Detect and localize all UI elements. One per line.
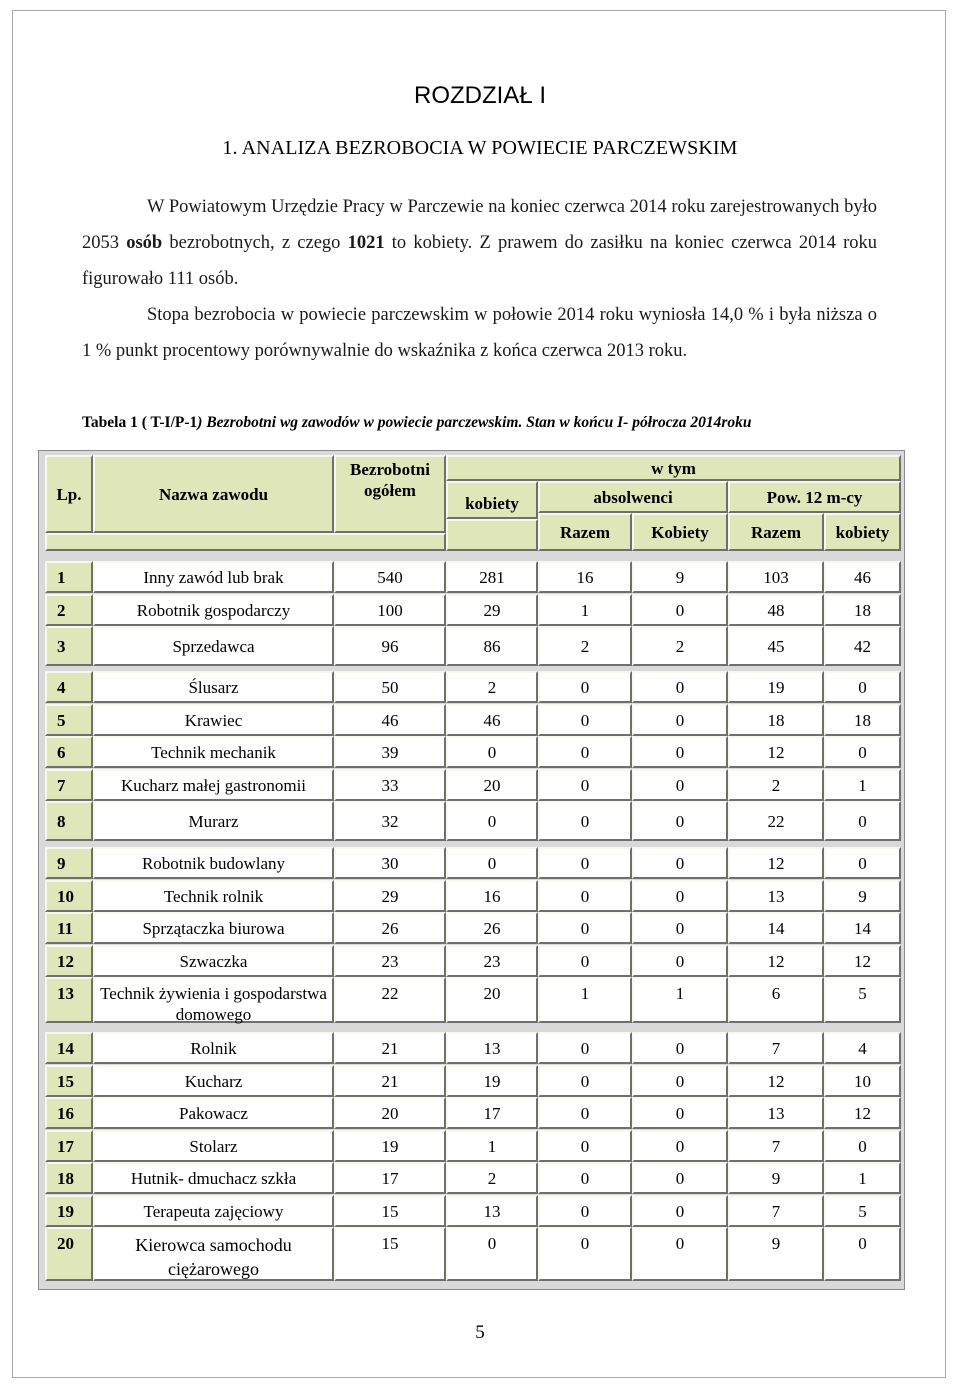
header-long-term: Pow. 12 m-cy (728, 481, 901, 513)
unemployed-total: 15 (334, 1227, 446, 1281)
page-number: 5 (475, 1322, 485, 1343)
unemployed-women: 20 (446, 769, 538, 801)
table-caption (82, 414, 882, 432)
section-title: 1. ANALIZA BEZROBOCIA W POWIECIE PARCZEWSKIM (222, 137, 738, 159)
occupation-name: Sprzątaczka biurowa (93, 912, 334, 944)
occupation-name: Sprzedawca (93, 626, 334, 666)
row-number: 18 (45, 1162, 93, 1194)
header-lp: Lp. (45, 455, 93, 533)
unemployed-women: 2 (446, 671, 538, 703)
graduates-women: 0 (632, 1065, 728, 1097)
unemployed-total: 19 (334, 1130, 446, 1162)
graduates-total: 0 (538, 1032, 632, 1064)
row-number: 11 (45, 912, 93, 944)
unemployed-total: 26 (334, 912, 446, 944)
long-term-total: 14 (728, 912, 824, 944)
graduates-women: 0 (632, 671, 728, 703)
occupation-name: Ślusarz (93, 671, 334, 703)
paragraph-1-part-a: W Powiatowym Urzędzie Pracy w Parczewie na koniec czerwca 2014 roku zarejestrowanych było 2053 (82, 197, 877, 253)
occupation-name: Kucharz małej gastronomii (93, 769, 334, 801)
long-term-total: 48 (728, 594, 824, 626)
occupation-name: Inny zawód lub brak (93, 561, 334, 593)
header-women-blank (446, 519, 538, 551)
paragraph-1 (82, 189, 877, 297)
long-term-total: 103 (728, 561, 824, 593)
row-number: 14 (45, 1032, 93, 1064)
graduates-women: 0 (632, 704, 728, 736)
graduates-total: 1 (538, 594, 632, 626)
unemployed-total: 540 (334, 561, 446, 593)
long-term-women: 10 (824, 1065, 901, 1097)
long-term-total: 9 (728, 1227, 824, 1281)
unemployed-women: 17 (446, 1097, 538, 1129)
long-term-women: 0 (824, 671, 901, 703)
unemployed-women: 13 (446, 1032, 538, 1064)
graduates-total: 0 (538, 912, 632, 944)
unemployed-total: 30 (334, 847, 446, 879)
graduates-women: 0 (632, 1097, 728, 1129)
long-term-total: 7 (728, 1195, 824, 1227)
unemployment-table (38, 450, 905, 1290)
header-wtym: w tym (446, 455, 901, 481)
row-number: 12 (45, 945, 93, 977)
long-term-women: 4 (824, 1032, 901, 1064)
row-number: 5 (45, 704, 93, 736)
row-number: 3 (45, 626, 93, 666)
graduates-women: 0 (632, 1195, 728, 1227)
unemployed-women: 23 (446, 945, 538, 977)
long-term-total: 7 (728, 1130, 824, 1162)
unemployed-women: 2 (446, 1162, 538, 1194)
long-term-women: 0 (824, 847, 901, 879)
row-number: 4 (45, 671, 93, 703)
row-number: 8 (45, 801, 93, 841)
graduates-women: 2 (632, 626, 728, 666)
unemployed-women: 26 (446, 912, 538, 944)
header-women: kobiety (446, 481, 538, 519)
graduates-women: 0 (632, 1032, 728, 1064)
unemployed-women: 13 (446, 1195, 538, 1227)
long-term-women: 0 (824, 801, 901, 841)
graduates-women: 0 (632, 594, 728, 626)
graduates-women: 0 (632, 847, 728, 879)
graduates-women: 0 (632, 801, 728, 841)
row-number: 13 (45, 977, 93, 1023)
occupation-name: Robotnik gospodarczy (93, 594, 334, 626)
occupation-name: Robotnik budowlany (93, 847, 334, 879)
long-term-total: 12 (728, 1065, 824, 1097)
graduates-total: 0 (538, 1065, 632, 1097)
graduates-total: 0 (538, 1162, 632, 1194)
header-long-term-total: Razem (728, 513, 824, 551)
long-term-women: 0 (824, 1130, 901, 1162)
unemployed-women: 16 (446, 880, 538, 912)
unemployed-women: 281 (446, 561, 538, 593)
header-name: Nazwa zawodu (93, 455, 334, 533)
occupation-name: Technik mechanik (93, 736, 334, 768)
unemployed-women: 20 (446, 977, 538, 1023)
row-number: 6 (45, 736, 93, 768)
unemployed-total: 50 (334, 671, 446, 703)
unemployed-total: 100 (334, 594, 446, 626)
unemployed-total: 96 (334, 626, 446, 666)
unemployed-total: 21 (334, 1065, 446, 1097)
graduates-total: 0 (538, 945, 632, 977)
graduates-women: 0 (632, 912, 728, 944)
graduates-total: 2 (538, 626, 632, 666)
long-term-women: 9 (824, 880, 901, 912)
occupation-name: Technik rolnik (93, 880, 334, 912)
unemployed-total: 32 (334, 801, 446, 841)
long-term-women: 18 (824, 704, 901, 736)
graduates-total: 16 (538, 561, 632, 593)
long-term-women: 12 (824, 945, 901, 977)
graduates-total: 0 (538, 880, 632, 912)
long-term-total: 13 (728, 880, 824, 912)
unemployed-total: 39 (334, 736, 446, 768)
occupation-name: Stolarz (93, 1130, 334, 1162)
graduates-total: 1 (538, 977, 632, 1023)
row-number: 10 (45, 880, 93, 912)
long-term-total: 13 (728, 1097, 824, 1129)
long-term-women: 18 (824, 594, 901, 626)
header-graduates-women: Kobiety (632, 513, 728, 551)
graduates-total: 0 (538, 801, 632, 841)
row-number: 17 (45, 1130, 93, 1162)
unemployed-total: 17 (334, 1162, 446, 1194)
long-term-total: 45 (728, 626, 824, 666)
unemployed-total: 23 (334, 945, 446, 977)
graduates-total: 0 (538, 736, 632, 768)
unemployed-women: 46 (446, 704, 538, 736)
long-term-total: 12 (728, 945, 824, 977)
unemployed-women: 0 (446, 1227, 538, 1281)
row-number: 19 (45, 1195, 93, 1227)
header-total: Bezrobotni ogółem (334, 455, 446, 533)
table-caption-label: Tabela 1 ( T-I/P-1 (82, 414, 198, 431)
long-term-total: 9 (728, 1162, 824, 1194)
occupation-name: Rolnik (93, 1032, 334, 1064)
header-spacer (45, 533, 446, 551)
long-term-total: 12 (728, 847, 824, 879)
unemployed-women: 0 (446, 847, 538, 879)
unemployed-total: 29 (334, 880, 446, 912)
graduates-total: 0 (538, 1195, 632, 1227)
occupation-name: Technik żywienia i gospodarstwa domowego (93, 977, 334, 1023)
occupation-name: Kierowca samochodu ciężarowego (93, 1227, 334, 1281)
occupation-name: Murarz (93, 801, 334, 841)
paragraph-1-part-e: to kobiety. Z prawem do zasiłku na koniec czerwca 2014 roku figurowało 111 osób. (82, 233, 877, 289)
paragraph-2: Stopa bezrobocia w powiecie parczewskim w połowie 2014 roku wyniosła 14,0 % i była niższa o 1 % punkt procentowy porównywalnie do wskaźnika z końca czerwca 2013 roku. (82, 305, 877, 361)
unemployed-women: 0 (446, 801, 538, 841)
occupation-name: Pakowacz (93, 1097, 334, 1129)
graduates-women: 0 (632, 769, 728, 801)
long-term-women: 46 (824, 561, 901, 593)
row-number: 9 (45, 847, 93, 879)
header-graduates-total: Razem (538, 513, 632, 551)
unemployed-total: 22 (334, 977, 446, 1023)
row-number: 7 (45, 769, 93, 801)
paragraph-1-part-c: bezrobotnych, z czego (162, 233, 348, 253)
occupation-name: Szwaczka (93, 945, 334, 977)
graduates-total: 0 (538, 1227, 632, 1281)
long-term-women: 42 (824, 626, 901, 666)
row-number: 16 (45, 1097, 93, 1129)
unemployed-total: 33 (334, 769, 446, 801)
long-term-women: 5 (824, 977, 901, 1023)
unemployed-women: 86 (446, 626, 538, 666)
unemployed-total: 15 (334, 1195, 446, 1227)
long-term-women: 1 (824, 1162, 901, 1194)
occupation-name: Hutnik- dmuchacz szkła (93, 1162, 334, 1194)
unemployed-women: 0 (446, 736, 538, 768)
graduates-total: 0 (538, 671, 632, 703)
table-caption-title: ) Bezrobotni wg zawodów w powiecie parczewskim. Stan w końcu I- półrocza 2014roku (197, 414, 752, 431)
long-term-total: 19 (728, 671, 824, 703)
unemployed-total: 46 (334, 704, 446, 736)
row-number: 1 (45, 561, 93, 593)
paragraph-1-bold-persons: osób (126, 233, 163, 253)
occupation-name: Krawiec (93, 704, 334, 736)
graduates-women: 0 (632, 736, 728, 768)
graduates-women: 1 (632, 977, 728, 1023)
unemployed-total: 21 (334, 1032, 446, 1064)
long-term-total: 18 (728, 704, 824, 736)
unemployed-total: 20 (334, 1097, 446, 1129)
occupation-name: Kucharz (93, 1065, 334, 1097)
graduates-women: 0 (632, 880, 728, 912)
long-term-women: 12 (824, 1097, 901, 1129)
header-graduates: absolwenci (538, 481, 728, 513)
graduates-total: 0 (538, 1130, 632, 1162)
row-number: 20 (45, 1227, 93, 1281)
long-term-women: 5 (824, 1195, 901, 1227)
unemployed-women: 19 (446, 1065, 538, 1097)
header-long-term-women: kobiety (824, 513, 901, 551)
graduates-women: 0 (632, 1227, 728, 1281)
unemployed-women: 29 (446, 594, 538, 626)
graduates-total: 0 (538, 704, 632, 736)
long-term-total: 6 (728, 977, 824, 1023)
chapter-title: ROZDZIAŁ I (413, 82, 546, 109)
row-number: 2 (45, 594, 93, 626)
long-term-women: 0 (824, 736, 901, 768)
long-term-total: 2 (728, 769, 824, 801)
graduates-women: 0 (632, 1130, 728, 1162)
graduates-women: 0 (632, 1162, 728, 1194)
long-term-women: 0 (824, 1227, 901, 1281)
long-term-women: 1 (824, 769, 901, 801)
paragraph-1-bold-women-count: 1021 (347, 233, 385, 253)
graduates-total: 0 (538, 769, 632, 801)
row-number: 15 (45, 1065, 93, 1097)
unemployed-women: 1 (446, 1130, 538, 1162)
long-term-total: 7 (728, 1032, 824, 1064)
graduates-total: 0 (538, 847, 632, 879)
long-term-total: 22 (728, 801, 824, 841)
graduates-total: 0 (538, 1097, 632, 1129)
graduates-women: 9 (632, 561, 728, 593)
occupation-name: Terapeuta zajęciowy (93, 1195, 334, 1227)
long-term-women: 14 (824, 912, 901, 944)
long-term-total: 12 (728, 736, 824, 768)
graduates-women: 0 (632, 945, 728, 977)
